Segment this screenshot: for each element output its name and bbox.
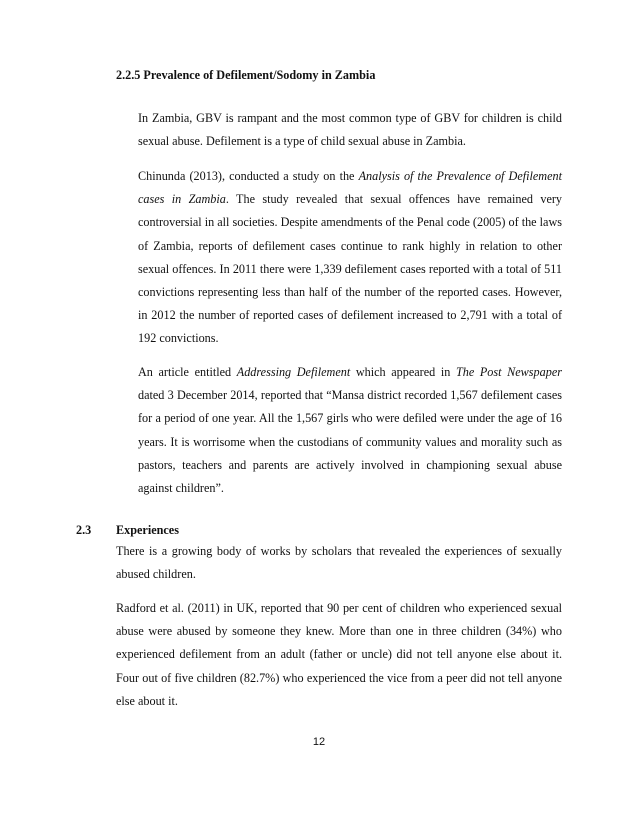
article-text-post: dated 3 December 2014, reported that “Mansa district recorded 1,567 defilement cases for a period of one year. All the 1,567 girls who were defiled were under the age of 16 years. It is worrisome when the custodians of community values and morality such as pastors, teachers and parents are actively involved in championing sexual abuse against children”. <box>138 388 562 496</box>
gbv-paragraph: In Zambia, GBV is rampant and the most common type of GBV for children is child sexual abuse. Defilement is a type of child sexual abuse in Zambia. <box>138 111 562 149</box>
article-text-mid: which appeared in <box>350 365 456 379</box>
subsection-heading: 2.2.5 Prevalence of Defilement/Sodomy in Zambia <box>116 68 376 82</box>
chinunda-paragraph <box>138 165 562 351</box>
study-title: Analysis of the Prevalence of Defilement cases in Zambia <box>138 169 562 207</box>
page-number: 12 <box>312 736 326 748</box>
experiences-intro-paragraph: There is a growing body of works by scholars that revealed the experiences of sexually abused children. <box>116 544 562 582</box>
article-title: Addressing Defilement <box>236 365 351 379</box>
radford-paragraph: Radford et al. (2011) in UK, reported that 90 per cent of children who experienced sexual abuse were abused by someone they knew. More than one in three children (34%) who experienced defilement from an adult (father or uncle) did not tell anyone else about it. Four out of five children (82.7%) who experienced the vice from a peer did not tell anyone else about it. <box>116 601 562 708</box>
chinunda-text-post: . The study revealed that sexual offences have remained very controversial in all societies. Despite amendments of the Penal code (2005) of the laws of Zambia, reports of defilement cases continue to rank highly in relation to other sexual offences. In 2011 there were 1,339 defilement cases reported with a total of 511 convictions representing less than half of the number of the reported cases. However, in 2012 the number of reported cases of defilement increased to 2,791 with a total of 192 convictions. <box>138 192 562 346</box>
section-title: Experiences <box>116 523 179 537</box>
article-text-pre: An article entitled <box>138 365 237 379</box>
newspaper-name: The Post Newspaper <box>455 365 562 379</box>
article-paragraph <box>138 361 562 500</box>
section-number: 2.3 <box>76 523 92 537</box>
chinunda-text-pre: Chinunda (2013), conducted a study on the <box>138 169 359 183</box>
